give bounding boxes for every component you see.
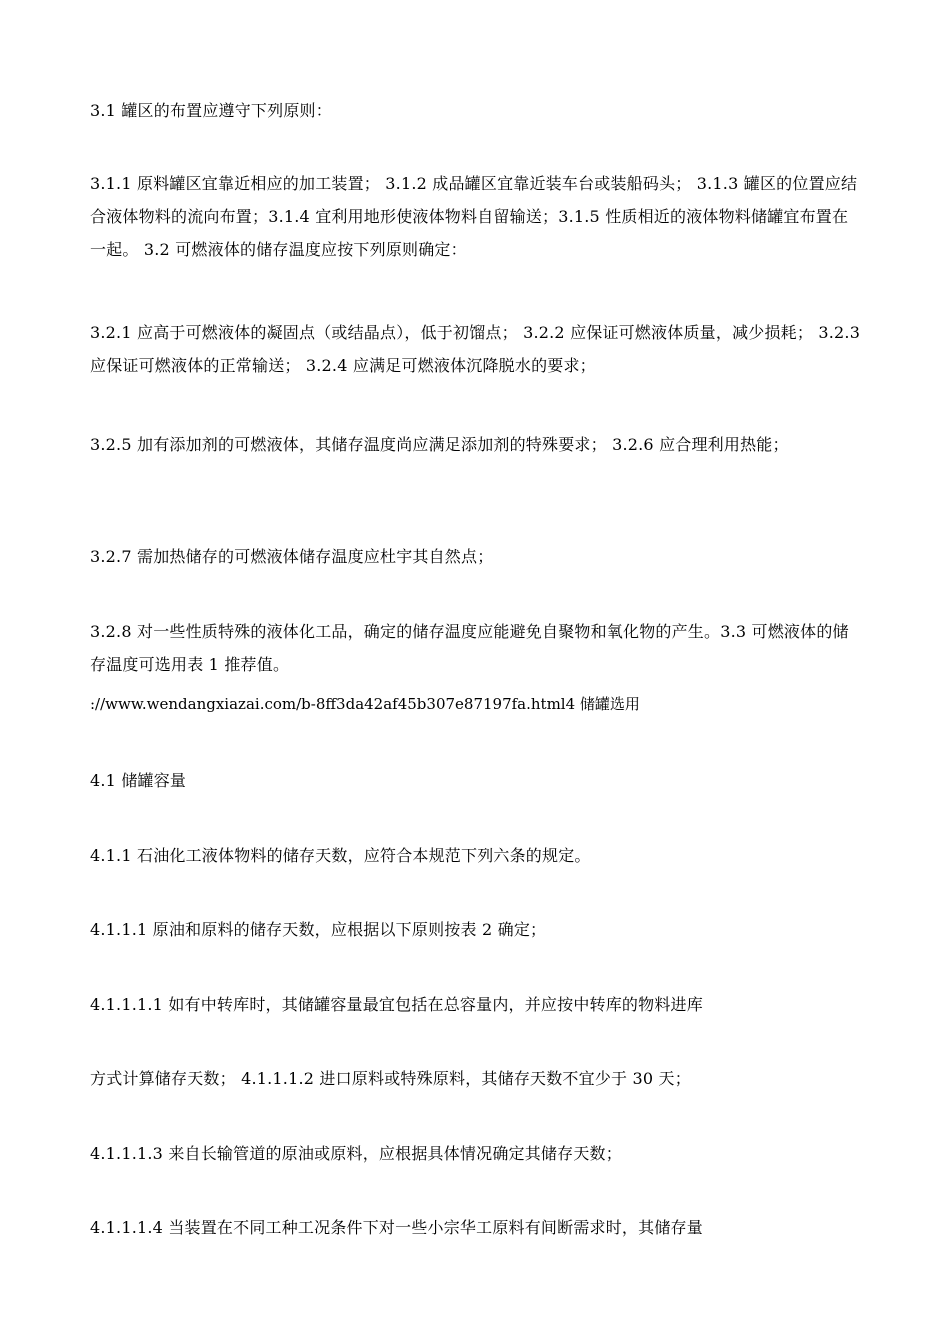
source-url-line: ://www.wendangxiazai.com/b-8ff3da42af45b307e87197fa.html4 储罐选用 bbox=[90, 695, 640, 713]
paragraph-3-2-5: 3.2.5 加有添加剂的可燃液体，其储存温度尚应满足添加剂的特殊要求； 3.2.6 应合理利用热能； bbox=[90, 435, 789, 454]
paragraph-4-1-1-1: 4.1.1.1 原油和原料的储存天数，应根据以下原则按表 2 确定； bbox=[90, 920, 547, 939]
paragraph-4-1-1: 4.1.1 石油化工液体物料的储存天数，应符合本规范下列六条的规定。 bbox=[90, 846, 591, 865]
paragraph-4-1-1-1-4: 4.1.1.1.4 当装置在不同工种工况条件下对一些小宗华工原料有间断需求时，其储存量 bbox=[90, 1218, 703, 1237]
paragraph-4-1: 4.1 储罐容量 bbox=[90, 771, 187, 790]
paragraph-3-2-1: 3.2.1 应高于可燃液体的凝固点（或结晶点），低于初馏点； 3.2.2 应保证可燃液体质量，减少损耗； 3.2.3 应保证可燃液体的正常输送； 3.2.4 应满足可燃液体沉降脱水的要求； bbox=[90, 323, 861, 375]
paragraph-4-1-1-1-3: 4.1.1.1.3 来自长输管道的原油或原料，应根据具体情况确定其储存天数； bbox=[90, 1144, 622, 1163]
paragraph-3-1: 3.1 罐区的布置应遵守下列原则： bbox=[90, 101, 332, 120]
paragraph-3-2-7: 3.2.7 需加热储存的可燃液体储存温度应杜宇其自然点； bbox=[90, 547, 494, 566]
paragraph-3-2-8: 3.2.8 对一些性质特殊的液体化工品，确定的储存温度应能避免自聚物和氧化物的产生。3.3 可燃液体的储存温度可选用表 1 推荐值。 bbox=[90, 622, 849, 674]
paragraph-4-1-1-1-2: 方式计算储存天数； 4.1.1.1.2 进口原料或特殊原料，其储存天数不宜少于 30 天； bbox=[90, 1069, 691, 1088]
paragraph-3-1-x: 3.1.1 原料罐区宜靠近相应的加工装置； 3.1.2 成品罐区宜靠近装车台或装船码头； 3.1.3 罐区的位置应结合液体物料的流向布置；3.1.4 宜利用地形使液体物料自留输送；3.1.5 性质相近的液体物料储罐宜布置在一起。 3.2 可燃液体的储存温度应按下列原则确定： bbox=[90, 174, 858, 259]
paragraph-4-1-1-1-1: 4.1.1.1.1 如有中转库时，其储罐容量最宜包括在总容量内，并应按中转库的物料进库 bbox=[90, 995, 703, 1014]
